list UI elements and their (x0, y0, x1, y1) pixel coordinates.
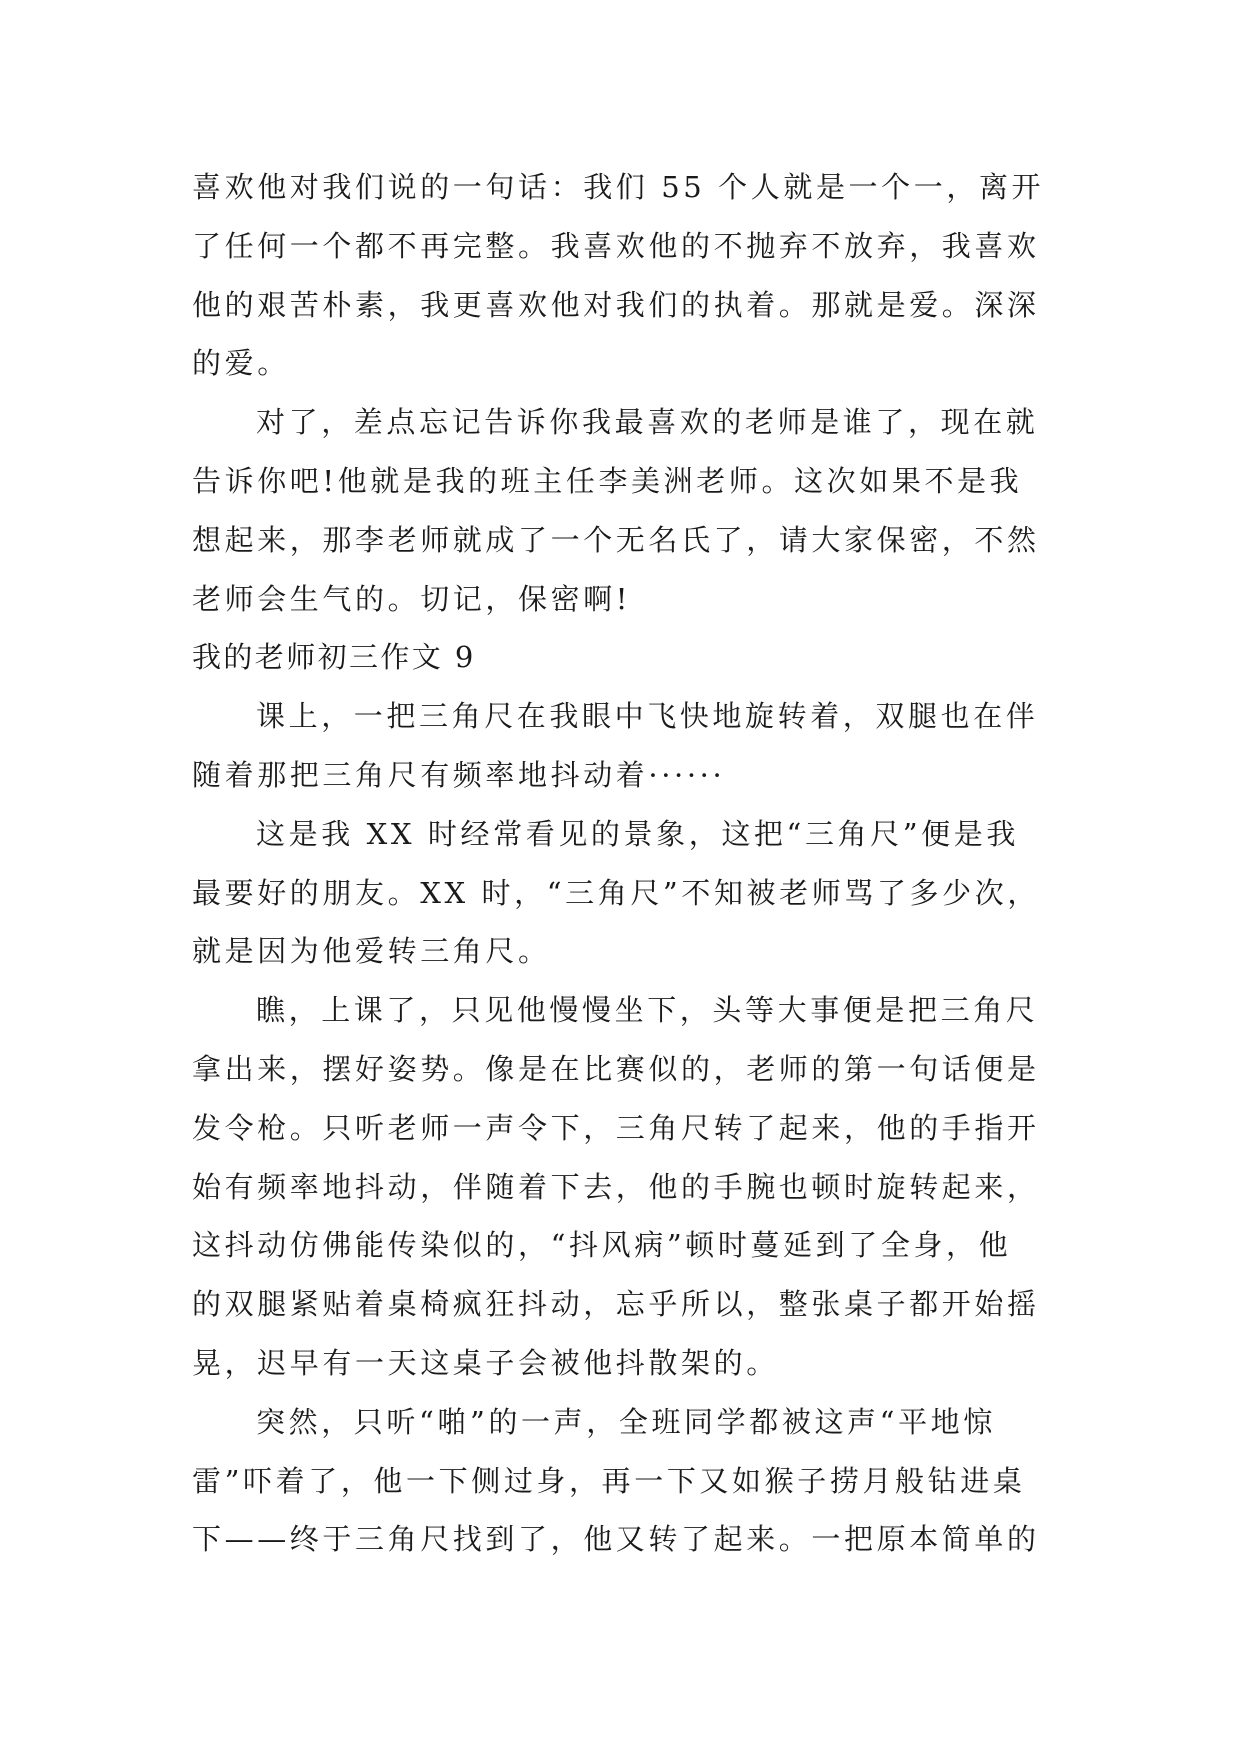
text-line: 告诉你吧!他就是我的班主任李美洲老师。这次如果不是我 (192, 463, 1023, 498)
paragraph (192, 805, 1072, 981)
section-heading (192, 628, 1072, 687)
paragraph (192, 981, 1072, 1393)
text-line: 的爱。 (192, 346, 290, 381)
text-line: 最要好的朋友。XX 时，“三角尺”不知被老师骂了多少次， (192, 875, 1040, 910)
text-line: 的双腿紧贴着桌椅疯狂抖动，忘乎所以，整张桌子都开始摇 (192, 1287, 1040, 1322)
text-line: 发令枪。只听老师一声令下，三角尺转了起来，他的手指开 (192, 1110, 1040, 1145)
text-line: 他的艰苦朴素，我更喜欢他对我们的执着。那就是爱。深深 (192, 287, 1040, 322)
text-line: 就是因为他爱转三角尺。 (192, 934, 551, 969)
text-line: 想起来，那李老师就成了一个无名氏了，请大家保密，不然 (192, 522, 1040, 557)
text-line: 随着那把三角尺有频率地抖动着······ (192, 757, 726, 792)
paragraph (192, 158, 1072, 393)
text-line: 这抖动仿佛能传染似的，“抖风病”顿时蔓延到了全身，他 (192, 1228, 1012, 1263)
text-line: 晃，迟早有一天这桌子会被他抖散架的。 (192, 1345, 779, 1380)
paragraph (192, 1393, 1072, 1569)
text-line: 雷”吓着了，他一下侧过身，再一下又如猴子捞月般钻进桌 (192, 1463, 1026, 1498)
text-line: 这是我 XX 时经常看见的景象，这把“三角尺”便是我 (256, 816, 1019, 851)
text-line: 课上，一把三角尺在我眼中飞快地旋转着，双腿也在伴 (256, 699, 1039, 734)
text-line: 始有频率地抖动，伴随着下去，他的手腕也顿时旋转起来， (192, 1169, 1040, 1204)
text-line: 了任何一个都不再完整。我喜欢他的不抛弃不放弃，我喜欢 (192, 228, 1040, 263)
text-line: 拿出来，摆好姿势。像是在比赛似的，老师的第一句话便是 (192, 1051, 1040, 1086)
text-line: 对了，差点忘记告诉你我最喜欢的老师是谁了，现在就 (256, 405, 1039, 440)
text-line: 下——终于三角尺找到了，他又转了起来。一把原本简单的 (192, 1522, 1040, 1557)
text-line: 瞧，上课了，只见他慢慢坐下，头等大事便是把三角尺 (256, 993, 1039, 1028)
paragraph (192, 393, 1072, 628)
text-line: 老师会生气的。切记，保密啊! (192, 581, 632, 616)
paragraph (192, 687, 1072, 805)
heading-text: 我的老师初三作文 9 (192, 640, 476, 675)
document-body (192, 158, 1072, 1569)
text-line: 喜欢他对我们说的一句话：我们 55 个人就是一个一，离开 (192, 170, 1045, 204)
text-line: 突然，只听“啪”的一声，全班同学都被这声“平地惊 (256, 1404, 996, 1439)
